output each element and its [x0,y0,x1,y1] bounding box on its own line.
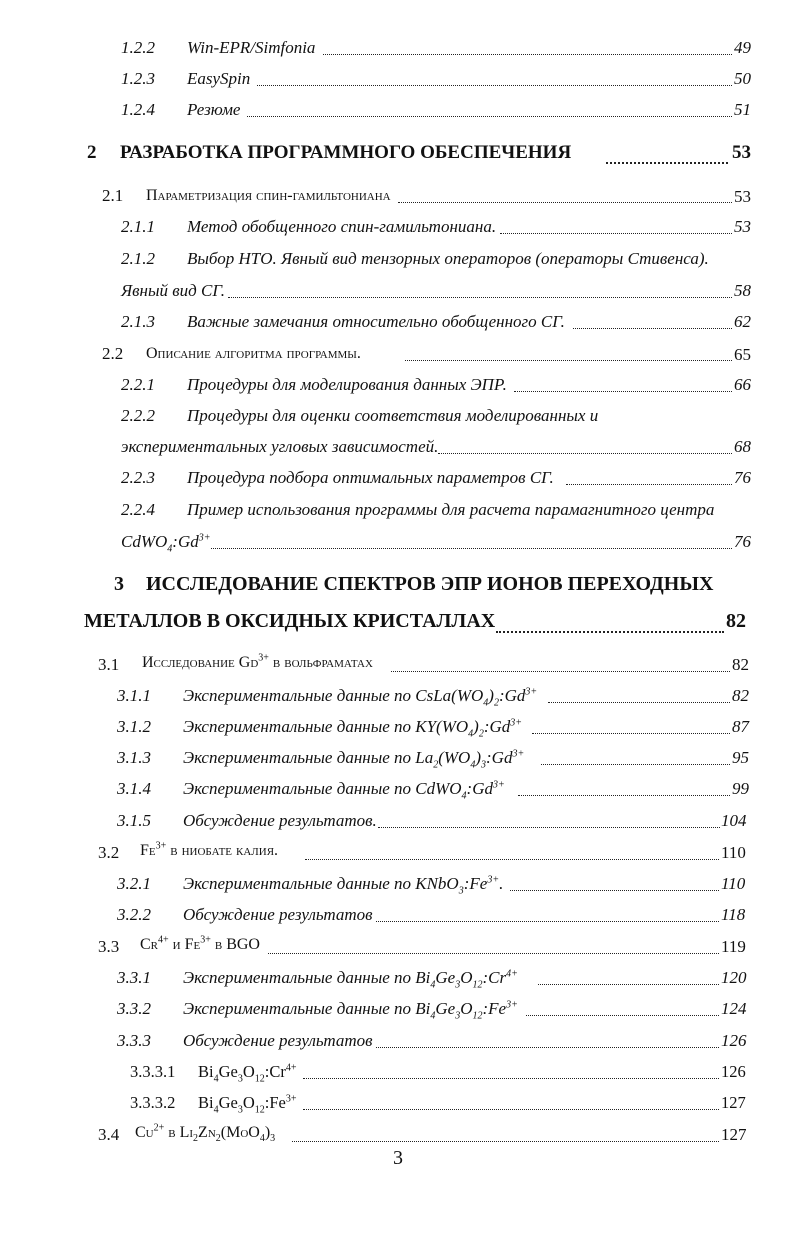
chapter-title: РАЗРАБОТКА ПРОГРАММНОГО ОБЕСПЕЧЕНИЯ [120,142,572,163]
entry-page: 127 [721,1093,746,1112]
leader-dots [257,85,732,86]
leader-dots [323,54,732,55]
leader-dots [541,764,730,765]
entry-page: 126 [721,1031,747,1050]
entry-number: 3.3.1 [117,968,151,987]
section-page: 65 [734,345,751,364]
entry-number: 2.1.1 [121,217,155,236]
section-page: 127 [721,1125,747,1144]
leader-dots [211,548,732,549]
entry-title-continuation: Явный вид СГ. [121,281,225,300]
entry-number: 2.2.4 [121,500,155,519]
entry-number: 3.3.2 [117,999,151,1018]
entry-page: 58 [734,281,751,300]
entry-number: 3.3.3 [117,1031,151,1050]
entry-number: 1.2.4 [121,100,155,119]
entry-title: Экспериментальные данные по $CdWO_4:Gd^{3+}$ [183,779,505,802]
entry-title: Обсуждение результатов [183,905,373,924]
section-title: Описание алгоритма программы. [146,345,361,362]
entry-title: Процедуры для моделирования данных ЭПР. [187,375,507,394]
leader-dots [398,202,732,203]
section-number: 2.1 [102,186,124,205]
entry-title: Резюме [187,100,241,119]
entry-number: 1.2.3 [121,69,155,88]
entry-title: Метод обобщенного спин-гамильтониана. [187,217,497,236]
leader-dots [566,484,732,485]
chapter-number: 2 [87,142,97,163]
chapter-title: ИССЛЕДОВАНИЕ СПЕКТРОВ ЭПР ИОНОВ ПЕРЕХОДНЫХ [146,573,714,595]
leader-dots [292,1141,719,1142]
section-page: 53 [734,187,751,206]
entry-page: 104 [721,811,747,830]
entry-page: 76 [734,468,751,487]
leader-dots [606,162,728,164]
section-title: $Cu^{2+}$ в $Li_2Zn_2(MoO_4)_3$ [135,1122,276,1145]
entry-title: Win-EPR/Simfonia [187,38,316,57]
entry-number: 3.1.3 [117,748,151,767]
entry-title: Процедуры для оценки соответствия моделированных и [187,406,599,425]
leader-dots [538,984,719,985]
entry-page: 50 [734,69,751,88]
entry-number: 3.1.5 [117,811,151,830]
entry-title: Экспериментальные данные по $Bi_4Ge_3O_{12}:Cr^{4+}$ [183,968,518,991]
section-page: 110 [721,843,746,862]
entry-number: 3.2.1 [117,874,151,893]
entry-title: Экспериментальные данные по $La_2(WO_4)_3:Gd^{3+}$ [183,748,525,771]
entry-number: 1.2.2 [121,38,155,57]
leader-dots [518,795,730,796]
entry-page: 68 [734,437,751,456]
section-number: 2.2 [102,344,124,363]
entry-title: Экспериментальные данные по $KY(WO_4)_2:Gd^{3+}$ [183,717,523,740]
section-page: 82 [732,655,749,674]
page-number: 3 [393,1147,403,1169]
entry-title: Процедура подбора оптимальных параметров СГ. [187,468,554,487]
section-number: 3.4 [98,1125,120,1144]
leader-dots [247,116,732,117]
leader-dots [376,921,719,922]
section-number: 3.2 [98,843,120,862]
entry-number: 3.1.1 [117,686,151,705]
leader-dots [305,859,719,860]
leader-dots [526,1015,719,1016]
entry-title: Обсуждение результатов [183,1031,373,1050]
leader-dots [228,297,732,298]
leader-dots [303,1078,719,1079]
leader-dots [573,328,732,329]
entry-number: 2.2.2 [121,406,155,425]
leader-dots [405,360,732,361]
chapter-title-continuation: МЕТАЛЛОВ В ОКСИДНЫХ КРИСТАЛЛАХ [84,610,496,632]
leader-dots [500,233,732,234]
entry-page: 126 [721,1062,746,1081]
leader-dots [548,702,730,703]
section-title: $Fe^{3+}$ в ниобате калия. [140,840,279,859]
entry-title: EasySpin [187,69,251,88]
entry-page: 120 [721,968,747,987]
entry-title: Обсуждение результатов. [183,811,377,830]
leader-dots [378,827,720,828]
entry-page: 118 [721,905,746,924]
entry-number: 2.1.2 [121,249,155,268]
entry-page: 66 [734,375,751,394]
entry-page: 87 [732,717,749,736]
entry-title: Экспериментальные данные по $KNbO_3:Fe^{3+}$. [183,874,504,897]
section-title: Исследование $Gd^{3+}$ в вольфраматах [142,652,373,671]
leader-dots [532,733,730,734]
entry-page: 95 [732,748,749,767]
section-title: $Cr^{4+}$ и $Fe^{3+}$ в BGO [140,934,260,953]
section-page: 119 [721,937,746,956]
leader-dots [268,953,719,954]
entry-title: Важные замечания относительно обобщенного СГ. [187,312,565,331]
leader-dots [376,1047,719,1048]
entry-number: 3.3.3.2 [130,1093,176,1112]
chapter-page: 82 [726,610,746,632]
entry-page: 82 [732,686,749,705]
entry-title: Выбор НТО. Явный вид тензорных операторов (операторы Стивенса). [187,249,709,268]
entry-title: $Bi_4Ge_3O_{12}:Fe^{3+}$ [198,1093,297,1116]
section-number: 3.3 [98,937,120,956]
chapter-number: 3 [114,573,124,595]
entry-number: 3.2.2 [117,905,151,924]
section-title: Параметризация спин-гамильтониана [146,187,391,204]
leader-dots [303,1109,719,1110]
entry-page: 51 [734,100,751,119]
entry-page: 110 [721,874,746,893]
leader-dots [510,890,719,891]
entry-title: Экспериментальные данные по $Bi_4Ge_3O_{12}:Fe^{3+}$ [183,999,518,1022]
entry-formula: $CdWO_4:Gd^{3+}$ [121,532,211,555]
leader-dots [438,453,732,454]
section-number: 3.1 [98,655,120,674]
entry-title: Пример использования программы для расчета парамагнитного центра [187,500,715,519]
entry-page: 124 [721,999,747,1018]
entry-number: 2.2.3 [121,468,155,487]
entry-title-continuation: экспериментальных угловых зависимостей. [121,437,439,456]
entry-number: 2.2.1 [121,375,155,394]
entry-page: 53 [734,217,751,236]
entry-page: 49 [734,38,751,57]
entry-page: 76 [734,532,751,551]
entry-page: 99 [732,779,749,798]
entry-title: Экспериментальные данные по $CsLa(WO_4)_2:Gd^{3+}$ [183,686,538,709]
entry-page: 62 [734,312,751,331]
leader-dots [391,671,730,672]
entry-number: 2.1.3 [121,312,155,331]
leader-dots [514,391,732,392]
entry-number: 3.1.4 [117,779,151,798]
entry-number: 3.3.3.1 [130,1062,176,1081]
chapter-page: 53 [732,142,751,163]
leader-dots [496,631,724,633]
entry-title: $Bi_4Ge_3O_{12}:Cr^{4+}$ [198,1062,297,1085]
entry-number: 3.1.2 [117,717,151,736]
